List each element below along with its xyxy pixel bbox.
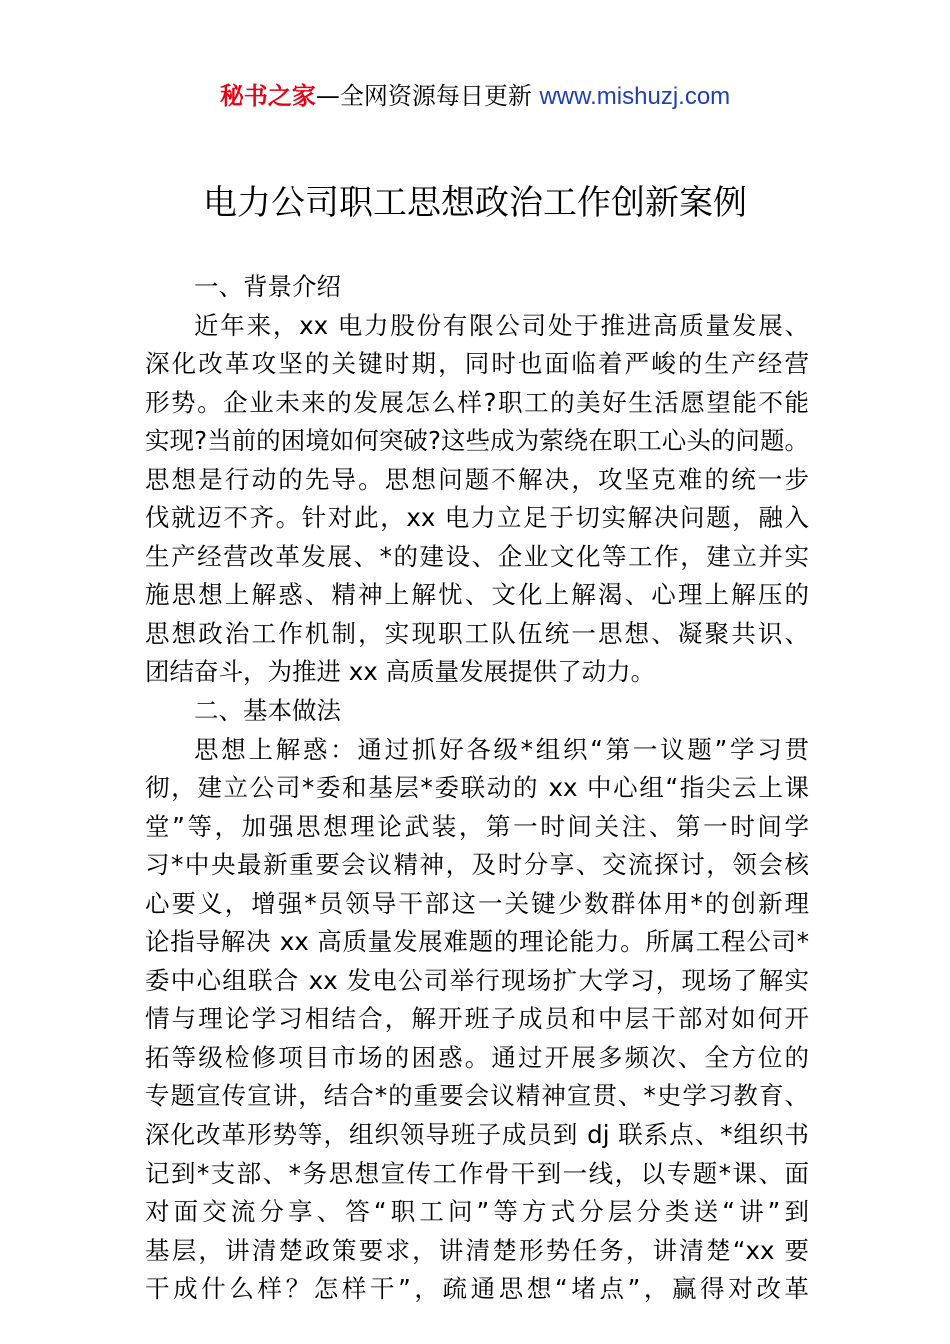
paragraph-line: 对面交流分享、答“职工问”等方式分层分类送“讲”到 bbox=[145, 1197, 809, 1227]
paragraph-line: 专题宣传宣讲，结合*的重要会议精神宣贯、*史学习教育、 bbox=[145, 1081, 809, 1111]
paragraph-line: 思想上解惑：通过抓好各级*组织“第一议题”学习贯 bbox=[194, 734, 809, 764]
document-title: 电力公司职工思想政治工作创新案例 bbox=[203, 183, 747, 223]
document-body bbox=[145, 268, 809, 1309]
site-header bbox=[0, 78, 950, 115]
site-brand: 秘书之家 bbox=[219, 82, 316, 110]
paragraph-line: 情与理论学习相结合，解开班子成员和中层干部对如何开 bbox=[145, 1004, 809, 1034]
paragraph-line: 拓等级检修项目市场的困惑。通过开展多频次、全方位的 bbox=[145, 1042, 809, 1072]
section-heading-methods: 二、基本做法 bbox=[194, 696, 341, 726]
paragraph-line: 心要义，增强*员领导干部这一关键少数群体用*的创新理 bbox=[145, 888, 809, 918]
paragraph-line: 记到*支部、*务思想宣传工作骨干到一线，以专题*课、面 bbox=[145, 1158, 809, 1188]
paragraph-line: 彻，建立公司*委和基层*委联动的 xx 中心组“指尖云上课 bbox=[145, 773, 809, 803]
paragraph-line: 习*中央最新重要会议精神，及时分享、交流探讨，领会核 bbox=[145, 850, 809, 880]
paragraph-line: 近年来，xx 电力股份有限公司处于推进高质量发展、 bbox=[194, 310, 809, 340]
paragraph-line: 团结奋斗，为推进 xx 高质量发展提供了动力。 bbox=[145, 657, 656, 687]
paragraph-line: 基层，讲清楚政策要求，讲清楚形势任务，讲清楚“xx 要 bbox=[145, 1235, 809, 1265]
paragraph-line: 伐就迈不齐。针对此，xx 电力立足于切实解决问题，融入 bbox=[145, 503, 809, 533]
paragraph-line: 论指导解决 xx 高质量发展难题的理论能力。所属工程公司* bbox=[145, 927, 809, 957]
paragraph-line: 形势。企业未来的发展怎么样?职工的美好生活愿望能不能 bbox=[145, 387, 809, 417]
paragraph-line: 深化改革攻坚的关键时期，同时也面临着严峻的生产经营 bbox=[145, 349, 809, 379]
paragraph-line: 思想政治工作机制，实现职工队伍统一思想、凝聚共识、 bbox=[145, 618, 809, 648]
paragraph-line: 委中心组联合 xx 发电公司举行现场扩大学习，现场了解实 bbox=[145, 965, 809, 995]
paragraph-line: 实现?当前的困境如何突破?这些成为萦绕在职工心头的问题。 bbox=[145, 426, 809, 456]
paragraph-line: 堂”等，加强思想理论武装，第一时间关注、第一时间学 bbox=[145, 811, 809, 841]
site-url-link[interactable]: www.mishuzj.com bbox=[539, 83, 731, 110]
paragraph-line: 深化改革形势等，组织领导班子成员到 dj 联系点、*组织书 bbox=[145, 1120, 809, 1150]
paragraph-line: 施思想上解惑、精神上解忧、文化上解渴、心理上解压的 bbox=[145, 580, 809, 610]
paragraph-line: 干成什么样？怎样干”，疏通思想“堵点”，赢得对改革 bbox=[145, 1274, 809, 1304]
site-tagline: —全网资源每日更新 bbox=[315, 82, 540, 110]
paragraph-line: 思想是行动的先导。思想问题不解决，攻坚克难的统一步 bbox=[145, 464, 809, 494]
paragraph-line: 生产经营改革发展、*的建设、企业文化等工作，建立并实 bbox=[145, 541, 809, 571]
section-heading-background: 一、背景介绍 bbox=[194, 272, 341, 301]
